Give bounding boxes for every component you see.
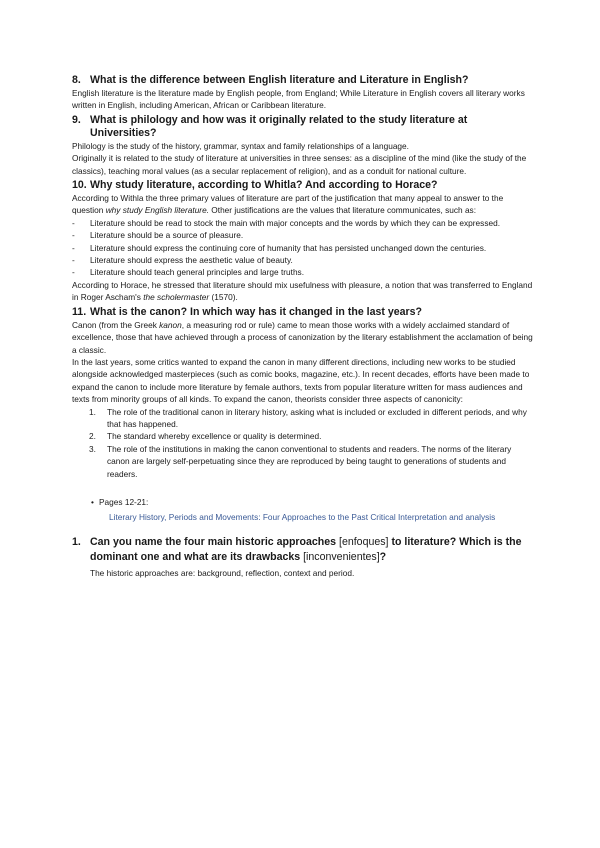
section-subtitle: Literary History, Periods and Movements: Four Approaches to the Past Critical Interpretation and analysis (109, 511, 496, 522)
text-run: According to Horace, he stressed that literature should mix usefulness with pleasure, a notion that was transferred to England in Roger Ascham's (72, 279, 533, 303)
list-item-text: The role of the traditional canon in literary history, asking what is included or excluded in different periods, and why that has happened. (107, 406, 527, 429)
question-heading (72, 179, 534, 192)
dash-list-item (72, 217, 534, 229)
question-number: 10. (72, 179, 87, 192)
answer-paragraph: English literature is the literature made by English people, from England; While Literature in English covers all literary works written in English, including American, African or Caribbean literature. (72, 88, 525, 111)
italic-text: the scholermaster (143, 292, 210, 303)
question-title: What is the canon? In which way has it changed in the last years? (90, 305, 423, 318)
pages-bullet (72, 496, 534, 508)
answer-paragraph: The historic approaches are: background, reflection, context and period. (90, 568, 355, 579)
numbered-list-item (72, 443, 534, 480)
text-run: According to Withla the three primary values of literature are part of the justification that many appeal to answer to the question (72, 193, 504, 216)
question-number: 9. (72, 113, 81, 126)
answer-paragraph (72, 192, 534, 217)
answer-paragraph: In the last years, some critics wanted to expand the canon in many different directions, including new works to be studied alongside acknowledged masterpieces (such as comic books, magazine, etc.). In recent decades, efforts have been made to expand the canon to include more literature by female authors, texts from popular literature written for mass audiences and texts from minority groups of all kinds. To expand the canon, theorists consider three aspects of canonicity: (72, 356, 530, 405)
text-run: Other justifications are the values that literature communicates, such as: (209, 205, 477, 216)
text-run: to literature? Which is the dominant one and what are its drawbacks (90, 536, 522, 564)
numbered-list-item (72, 406, 534, 431)
question-number: 8. (72, 74, 81, 86)
question-title: Why study literature, according to Whitla? And according to Horace? (90, 179, 438, 192)
dash-marker: - (72, 230, 75, 241)
dash-list-item (72, 242, 534, 254)
dash-marker: - (72, 267, 75, 278)
question-number: 1. (72, 536, 81, 549)
dash-list-item (72, 266, 534, 278)
list-number: 2. (89, 431, 96, 442)
translation-note: [inconvenientes] (303, 551, 380, 564)
question-heading (72, 74, 534, 87)
text-run: ? (379, 551, 387, 564)
answer-paragraph: Philology is the study of the history, grammar, syntax and family relationships of a language. (72, 140, 409, 151)
list-number: 3. (89, 443, 96, 454)
list-item-text: Literature should express the continuing core of humanity that has persisted unchanged down the centuries. (90, 242, 487, 253)
list-item-text: Literature should be a source of pleasure. (90, 230, 244, 241)
dash-list-item (72, 229, 534, 241)
text-run: , a measuring rod or rule) came to mean those works with a widely acclaimed standard of excellence, those that have achieved through a process of canonization by the literary establishment the acclamation of being a classic. (72, 319, 533, 355)
text-run: Canon (from the Greek (72, 319, 160, 330)
italic-text: why study English literature. (105, 205, 209, 216)
dash-list-item (72, 254, 534, 266)
question-title: What is the difference between English literature and Literature in English? (90, 74, 469, 86)
numbered-list-item (72, 430, 534, 442)
list-item-text: Literature should be read to stock the main with major concepts and the words by which they can be expressed. (90, 217, 500, 228)
list-number: 1. (89, 406, 96, 417)
question-heading (72, 306, 534, 319)
question-heading (72, 535, 534, 565)
dash-marker: - (72, 242, 75, 253)
dash-marker: - (72, 217, 75, 228)
bullet-marker: • (91, 496, 94, 507)
text-run: (1570). (209, 292, 238, 303)
question-number: 11. (72, 305, 87, 318)
list-item-text: Literature should teach general principles and large truths. (90, 267, 305, 278)
translation-note: [enfoques] (339, 536, 389, 549)
question-title (90, 535, 534, 565)
document-page (72, 72, 534, 580)
pages-label: Pages 12-21: (99, 496, 149, 507)
list-item-text: The standard whereby excellence or quality is determined. (107, 431, 322, 442)
answer-paragraph: Originally it is related to the study of literature at universities in three senses: as a discipline of the mind (like the study of the classics), teaching moral values (as a secular replacement of religion), and as a conduit for national culture. (72, 153, 527, 176)
question-title: What is philology and how was it originally related to the study literature at Universities? (90, 113, 468, 139)
list-item-text: Literature should express the aesthetic value of beauty. (90, 255, 293, 266)
answer-paragraph (72, 279, 534, 304)
text-run: Can you name the four main historic approaches (90, 536, 340, 549)
answer-paragraph (72, 319, 534, 356)
question-heading (72, 114, 534, 140)
list-item-text: The role of the institutions in making the canon conventional to students and readers. The norms of the literary canon are largely self-perpetuating since they are reproduced by being taught to generations of students and readers. (107, 443, 512, 479)
italic-text: kanon (159, 319, 182, 330)
dash-marker: - (72, 255, 75, 266)
